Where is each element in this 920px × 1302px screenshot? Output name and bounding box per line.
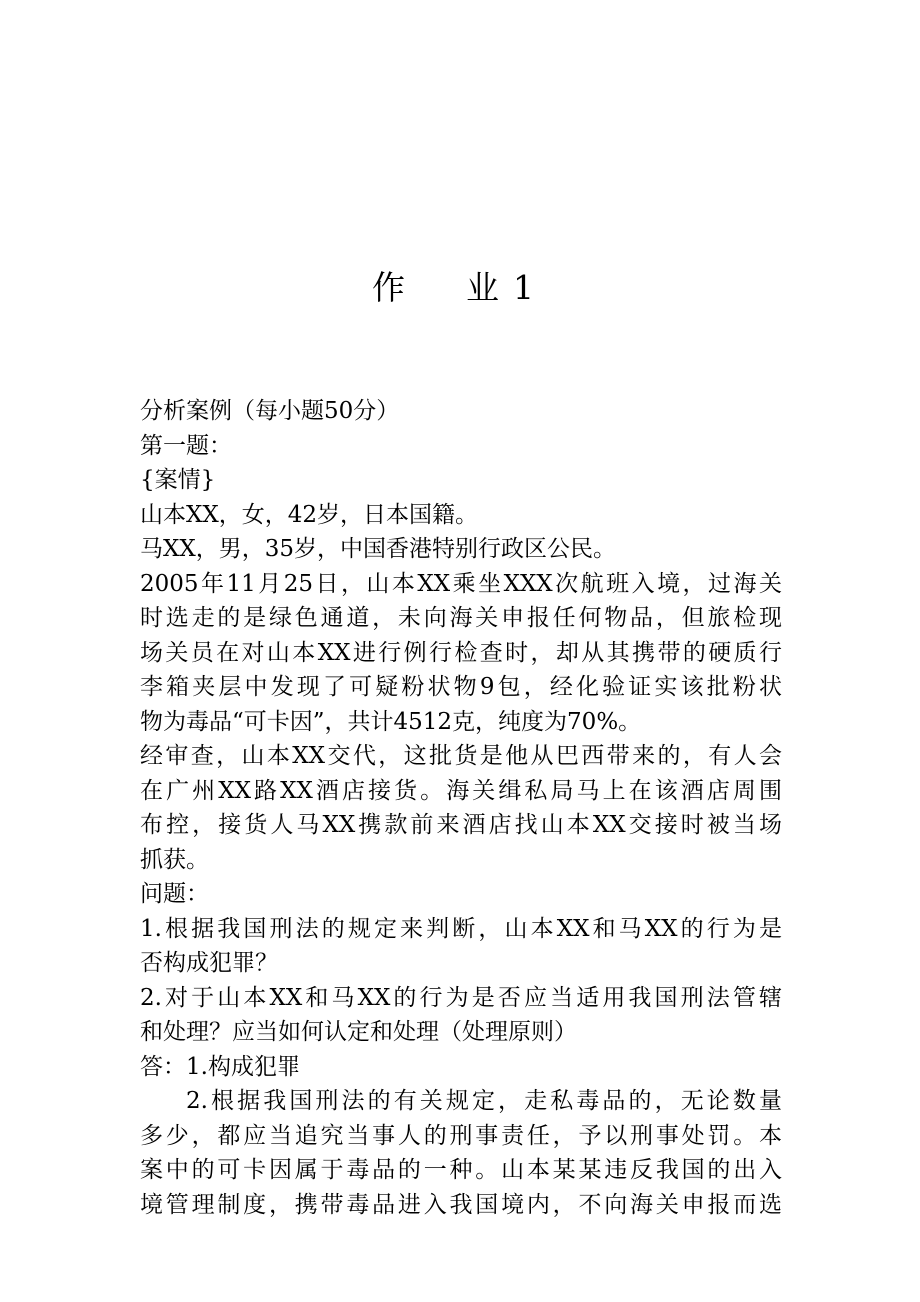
document-body — [140, 394, 782, 1222]
document-title: 作 业1 — [372, 268, 548, 307]
text-line: 多少，都应当追究当事人的刑事责任，予以刑事处罚。本 — [140, 1122, 782, 1149]
text-line: 物为毒品“可卡因”，共计4512克，纯度为70%。 — [140, 708, 642, 735]
text-line: 布控，接货人马XX携款前来酒店找山本XX交接时被当场 — [140, 812, 782, 838]
text-line: 马XX，男，35岁，中国香港特别行政区公民。 — [140, 536, 617, 562]
text-line: 否构成犯罪？ — [140, 950, 278, 976]
text-line: 问题： — [140, 881, 209, 907]
text-line: 2005年11月25日，山本XX乘坐XXX次航班入境，过海关 — [140, 570, 782, 597]
text-line: 2.根据我国刑法的有关规定，走私毒品的，无论数量 — [186, 1088, 782, 1114]
text-line: 李箱夹层中发现了可疑粉状物9包，经化验证实该批粉状 — [140, 674, 782, 700]
text-line: {案情} — [140, 467, 216, 493]
text-line: 分析案例（每小题50分） — [140, 398, 400, 424]
text-line: 抓获。 — [140, 846, 209, 873]
text-line: 和处理？应当如何认定和处理（处理原则） — [140, 1019, 577, 1045]
text-line: 场关员在对山本XX进行例行检查时，却从其携带的硬质行 — [140, 639, 782, 666]
text-line: 答：1.构成犯罪 — [140, 1053, 300, 1080]
text-line: 2.对于山本XX和马XX的行为是否应当适用我国刑法管辖 — [140, 984, 782, 1011]
text-line: 第一题： — [140, 432, 232, 459]
text-line: 1.根据我国刑法的规定来判断，山本XX和马XX的行为是 — [140, 915, 782, 942]
text-line: 经审查，山本XX交代，这批货是他从巴西带来的，有人会 — [140, 743, 782, 769]
text-line: 山本XX，女，42岁，日本国籍。 — [140, 501, 479, 528]
text-line: 时选走的是绿色通道，未向海关申报任何物品，但旅检现 — [140, 605, 782, 631]
text-line: 案中的可卡因属于毒品的一种。山本某某违反我国的出入 — [140, 1157, 782, 1183]
text-line: 境管理制度，携带毒品进入我国境内，不向海关申报而选 — [140, 1191, 782, 1218]
text-line: 在广州XX路XX酒店接货。海关缉私局马上在该酒店周围 — [140, 777, 782, 804]
